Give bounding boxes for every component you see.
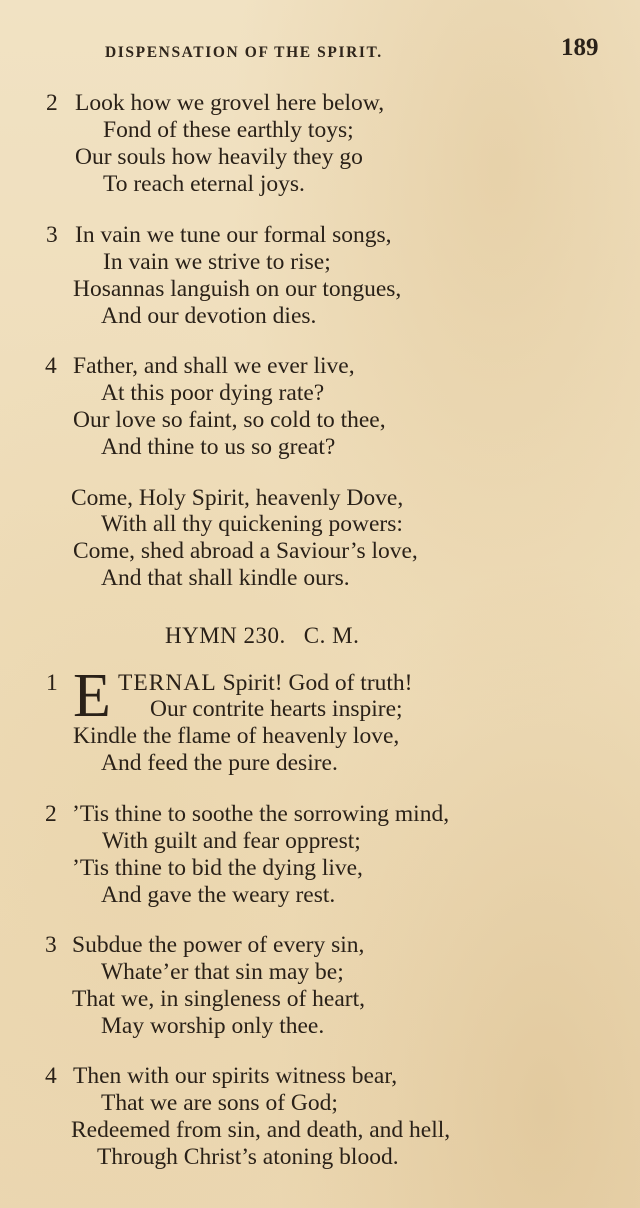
verse-line: ’Tis thine to soothe the sorrowing mind, (72, 801, 450, 827)
verse-line: Look how we grovel here below, (75, 90, 385, 116)
hymn-title: HYMN 230. (165, 623, 286, 648)
verse-line: Subdue the power of every sin, (72, 932, 365, 958)
verse-line: With guilt and fear opprest; (102, 828, 361, 854)
verse-line: In vain we tune our formal songs, (75, 222, 392, 248)
verse-line: At this poor dying rate? (101, 380, 325, 406)
verse-line: Come, Holy Spirit, heavenly Dove, (71, 485, 404, 511)
verse-line: Father, and shall we ever live, (73, 353, 355, 379)
stanza-number: 2 (46, 90, 58, 116)
hymn-meter: C. M. (303, 623, 360, 648)
verse-line: Hosannas languish on our tongues, (73, 276, 402, 302)
verse-line: Our souls how heavily they go (75, 144, 363, 170)
verse-line: May worship only thee. (101, 1013, 325, 1039)
drop-cap-letter: E (73, 662, 111, 730)
verse-line: Kindle the flame of heavenly love, (73, 723, 400, 749)
verse-line: Through Christ’s atoning blood. (97, 1144, 399, 1170)
verse-line: That we, in singleness of heart, (72, 986, 366, 1012)
stanza-number: 1 (46, 670, 58, 696)
verse-line: With all thy quickening powers: (101, 511, 403, 537)
stanza-number: 2 (45, 801, 57, 827)
stanza-number: 3 (46, 222, 58, 248)
verse-line: Whate’er that sin may be; (101, 959, 344, 985)
hymn-heading (165, 623, 359, 649)
verse-line: Fond of these earthly toys; (103, 117, 354, 143)
verse-line: To reach eternal joys. (103, 171, 305, 197)
running-head: DISPENSATION OF THE SPIRIT. (105, 44, 383, 61)
verse-line: That we are sons of God; (101, 1090, 338, 1116)
stanza-number: 4 (45, 1063, 57, 1089)
verse-line: In vain we strive to rise; (103, 249, 331, 275)
verse-line: Our contrite hearts inspire; (150, 696, 403, 722)
verse-line: And feed the pure desire. (101, 750, 338, 776)
verse-line: And thine to us so great? (101, 434, 336, 460)
verse-line: Then with our spirits witness bear, (73, 1063, 398, 1089)
first-line-rest: Spirit! God of truth! (222, 670, 413, 696)
first-word-caps: TERNAL (118, 670, 217, 696)
verse-line: And that shall kindle ours. (101, 565, 350, 591)
verse-line: Our love so faint, so cold to thee, (73, 407, 386, 433)
verse-line: And gave the weary rest. (101, 882, 336, 908)
verse-line: ’Tis thine to bid the dying live, (72, 855, 363, 881)
page-number: 189 (561, 34, 599, 61)
stanza-number: 3 (45, 932, 57, 958)
stanza-number: 4 (45, 353, 57, 379)
verse-line: Redeemed from sin, and death, and hell, (71, 1117, 451, 1143)
verse-line: Come, shed abroad a Saviour’s love, (73, 538, 418, 564)
verse-line-first (118, 670, 413, 696)
verse-line: And our devotion dies. (101, 303, 317, 329)
